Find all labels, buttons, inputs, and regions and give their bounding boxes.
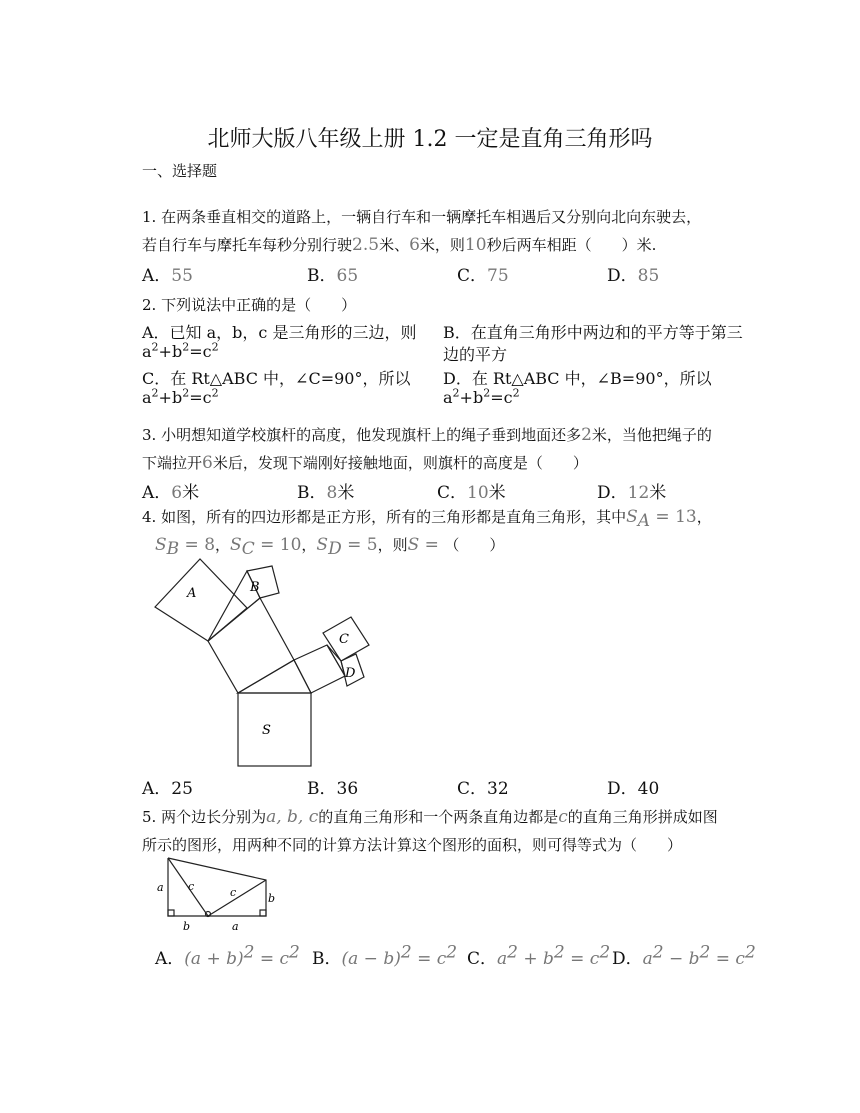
label-c: C — [339, 632, 349, 647]
q2-option-d-line2 — [443, 388, 520, 407]
exp: 2 — [599, 942, 611, 963]
q3-option-d[interactable] — [597, 478, 666, 503]
var-b: b — [472, 388, 484, 407]
square-a — [155, 559, 247, 641]
label-a-left: a — [157, 881, 164, 894]
label-b-right: b — [268, 892, 276, 905]
option-value: 85 — [637, 266, 660, 286]
q1-option-a[interactable] — [142, 261, 193, 286]
q3-text-a: 3. 小明想知道学校旗杆的高度，他发现旗杆上的绳子垂到地面还多 — [142, 426, 582, 444]
q1-text-b: 米、 — [379, 236, 410, 254]
sb-sub: B — [166, 539, 180, 559]
q4-option-b[interactable] — [307, 774, 358, 799]
op: = — [189, 342, 203, 361]
q3-v1: 2 — [581, 425, 592, 445]
expr: (a − b) — [341, 949, 401, 969]
exp: 2 — [151, 386, 159, 400]
then: 则 — [392, 536, 408, 554]
q2-option-c-line2 — [142, 388, 219, 407]
expr-rest: = c — [411, 949, 447, 969]
exp: 2 — [289, 942, 300, 963]
q4-line2 — [155, 534, 505, 559]
unit: 米 — [649, 483, 667, 503]
squares-figure — [150, 556, 374, 772]
exp: 2 — [182, 386, 190, 400]
exp: 2 — [744, 942, 756, 963]
q1-v1: 2.5 — [352, 235, 380, 255]
q3-v2: 6 — [202, 453, 213, 473]
sa-sub: A — [637, 511, 651, 531]
q4-text: 4. 如图，所有的四边形都是正方形，所有的三角形都是直角三角形，其中 — [142, 508, 627, 526]
sb-value: = 8 — [179, 535, 216, 555]
expr-tail: = c — [564, 949, 600, 969]
exp: 2 — [151, 340, 159, 354]
q3-option-b[interactable] — [297, 478, 354, 503]
q1-option-c[interactable] — [457, 261, 509, 286]
q1-text-a: 若自行车与摩托车每秒分别行驶 — [142, 236, 353, 254]
q5-text-b: 的直角三角形和一个两条直角边都是 — [318, 808, 559, 826]
option-value: 75 — [487, 266, 509, 286]
option-label: C． — [467, 949, 498, 969]
q1-text-d: 秒后两车相距（ ）米. — [486, 236, 657, 254]
square-s — [238, 693, 311, 766]
trapezoid-outline — [168, 858, 266, 916]
exp: 2 — [512, 386, 520, 400]
sc-sub: C — [241, 539, 255, 559]
var-a: a — [142, 342, 152, 361]
label-d: D — [345, 666, 356, 681]
exp: 2 — [211, 340, 219, 354]
expr: a — [497, 949, 508, 969]
option-label: A． — [142, 266, 172, 286]
label-a: A — [187, 586, 197, 601]
option-label: D． — [607, 779, 638, 799]
option-label: B． — [312, 949, 342, 969]
comma: ， — [301, 536, 317, 554]
var-c: c — [202, 388, 212, 407]
var-a: a — [443, 388, 453, 407]
op: = — [189, 388, 203, 407]
option-value: 8 — [326, 483, 338, 503]
label-s: S — [262, 723, 271, 738]
option-label: C． — [457, 779, 488, 799]
sd-value: = 5 — [341, 535, 378, 555]
exp: 2 — [699, 942, 711, 963]
q4-option-c[interactable] — [457, 774, 509, 799]
q1-v2: 6 — [409, 235, 420, 255]
expr: (a + b) — [184, 949, 244, 969]
comma: ， — [377, 536, 393, 554]
trapezoid-figure — [150, 853, 280, 935]
right-angle-left — [168, 910, 174, 916]
option-value: 55 — [171, 266, 193, 286]
option-label: C． — [437, 483, 468, 503]
exp: 2 — [243, 942, 255, 963]
unit: 米 — [337, 483, 355, 503]
q5-option-a[interactable] — [155, 944, 300, 969]
q2-option-a-line1[interactable]: A．已知 a，b，c 是三角形的三边，则 — [142, 323, 417, 342]
triangle-top — [238, 660, 311, 693]
exp: 2 — [211, 386, 219, 400]
exp: 2 — [507, 942, 518, 963]
sa-symbol: S — [626, 507, 638, 527]
var-c: c — [503, 388, 513, 407]
option-label: C． — [457, 266, 488, 286]
var-a: a — [142, 388, 152, 407]
op: + — [158, 388, 172, 407]
q4-option-d[interactable] — [607, 774, 659, 799]
option-value: 25 — [171, 779, 193, 799]
option-label: D． — [597, 483, 628, 503]
comma: ， — [696, 508, 712, 526]
label-b-bottom: b — [183, 920, 191, 933]
q2-option-b-line1[interactable]: B．在直角三角形中两边和的平方等于第三 — [443, 323, 743, 342]
q2-option-c-line1[interactable]: C．在 Rt△ABC 中，∠C=90°，所以 — [142, 369, 411, 388]
q1-option-d[interactable] — [607, 261, 659, 286]
q3-line2 — [142, 452, 588, 473]
q1-v3: 10 — [464, 235, 487, 255]
q1-text-c: 米，则 — [419, 236, 465, 254]
option-label: B． — [297, 483, 327, 503]
square-mid-left — [208, 598, 294, 693]
expr-tail: = c — [710, 949, 745, 969]
unit: 米 — [182, 483, 200, 503]
q5-text-a: 5. 两个边长分别为 — [142, 808, 267, 826]
expr-rest: + b — [517, 949, 554, 969]
option-value: 65 — [336, 266, 359, 286]
exp: 2 — [452, 386, 460, 400]
option-value: 40 — [637, 779, 660, 799]
var-c: c — [202, 342, 212, 361]
q3-text-b: 米，当他把绳子的 — [591, 426, 712, 444]
blank: （ ） — [444, 536, 505, 554]
q5-option-d[interactable] — [612, 944, 756, 969]
hypotenuse-right — [208, 880, 266, 916]
option-value: 6 — [171, 483, 183, 503]
var-b: b — [171, 342, 183, 361]
label-b: B — [250, 580, 260, 595]
option-label: A． — [142, 483, 172, 503]
q3-text-c: 下端拉开 — [142, 454, 203, 472]
q3-option-a[interactable] — [142, 478, 199, 503]
exp: 2 — [400, 942, 412, 963]
comma: ， — [215, 536, 231, 554]
q5-text-c: 的直角三角形拼成如图 — [567, 808, 718, 826]
option-label: A． — [142, 779, 172, 799]
option-value: 36 — [336, 779, 359, 799]
sd-symbol: S — [316, 535, 329, 555]
unit: 米 — [488, 483, 506, 503]
op: + — [158, 342, 172, 361]
q5-line2: 所示的图形，用两种不同的计算方法计算这个图形的面积，则可得等式为（ ） — [142, 836, 683, 854]
sd-sub: D — [328, 539, 342, 559]
q3-line1 — [142, 424, 712, 445]
label-c-left: c — [188, 880, 195, 893]
s-symbol: S — [407, 535, 420, 555]
q1-option-b[interactable] — [307, 261, 358, 286]
expr: a — [642, 949, 653, 969]
page-title: 北师大版八年级上册 1.2 一定是直角三角形吗 — [207, 127, 653, 152]
option-label: B． — [307, 266, 337, 286]
op: = — [490, 388, 504, 407]
eq: = — [419, 535, 445, 555]
exp: 2 — [182, 340, 190, 354]
exp: 2 — [553, 942, 565, 963]
sb-symbol: S — [155, 535, 167, 555]
exp: 2 — [483, 386, 491, 400]
option-label: D． — [612, 949, 643, 969]
q4-line1 — [142, 506, 712, 531]
q5-c: c — [558, 807, 568, 827]
sc-symbol: S — [230, 535, 242, 555]
op: + — [459, 388, 473, 407]
square-mid-right — [294, 645, 345, 693]
label-a-bottom: a — [232, 920, 239, 933]
exp: 2 — [446, 942, 458, 963]
q1-line1: 1. 在两条垂直相交的道路上，一辆自行车和一辆摩托车相遇后又分别向北向东驶去， — [142, 208, 702, 226]
q2-option-a-line2 — [142, 342, 219, 361]
q4-option-a[interactable] — [142, 774, 193, 799]
expr-rest: − b — [663, 949, 700, 969]
q5-vars: a, b, c — [266, 807, 319, 827]
q5-option-c[interactable] — [467, 944, 610, 969]
q2-stem: 2. 下列说法中正确的是（ ） — [142, 296, 357, 314]
option-label: B． — [307, 779, 337, 799]
label-c-right: c — [230, 886, 237, 899]
q2-option-b-line2: 边的平方 — [443, 345, 508, 364]
var-b: b — [171, 388, 183, 407]
q3-text-d: 米后，发现下端刚好接触地面，则旗杆的高度是（ ） — [212, 454, 588, 472]
expr-rest: = c — [254, 949, 290, 969]
q2-option-d-line1[interactable]: D．在 Rt△ABC 中，∠B=90°，所以 — [443, 369, 712, 388]
q5-option-b[interactable] — [312, 944, 457, 969]
sa-value: = 13 — [650, 507, 697, 527]
sc-value: = 10 — [254, 535, 302, 555]
option-value: 12 — [627, 483, 650, 503]
option-label: D． — [607, 266, 638, 286]
exp: 2 — [652, 942, 664, 963]
section-heading: 一、选择题 — [142, 162, 218, 180]
option-value: 10 — [467, 483, 489, 503]
option-label: A． — [155, 949, 185, 969]
q3-option-c[interactable] — [437, 478, 506, 503]
q5-line1 — [142, 806, 718, 827]
right-angle-right — [260, 910, 266, 916]
option-value: 32 — [487, 779, 509, 799]
q1-line2 — [142, 234, 656, 255]
